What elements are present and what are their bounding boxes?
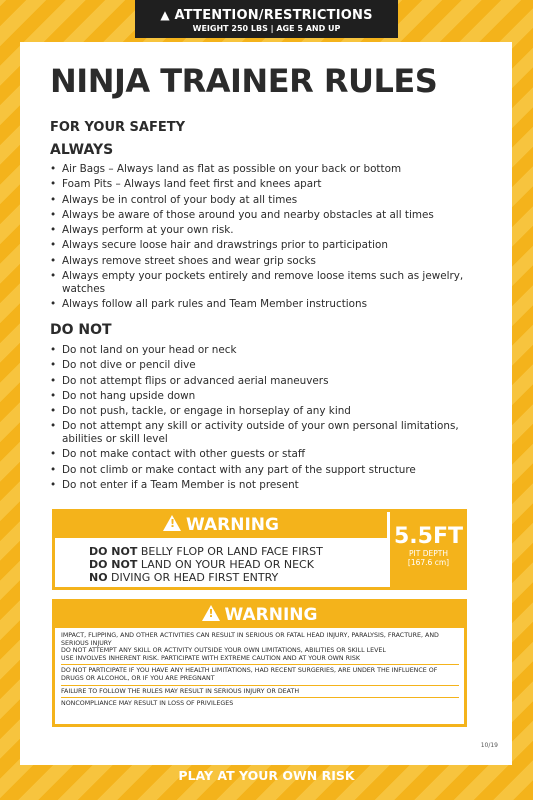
pit-depth-label: PIT DEPTH — [409, 549, 448, 558]
page-title: NINJA TRAINER RULES — [50, 62, 438, 100]
list-item: • Do not attempt flips or advanced aerial maneuvers — [50, 375, 490, 388]
list-item: • Always be aware of those around you and nearby obstacles at all times — [50, 209, 490, 222]
always-heading: ALWAYS — [50, 142, 114, 158]
list-item: • Do not dive or pencil dive — [50, 359, 490, 372]
warning-text: DO NOT PARTICIPATE IF YOU HAVE ANY HEALTH LIMITATIONS, HAD RECENT SURGERIES, ARE UNDER THE INFLUENCE OF DRUGS OR ALCOHOL, OR IF YOU ARE PREGNANT — [61, 667, 438, 682]
warning-text: IMPACT, FLIPPING, AND OTHER ACTIVITIES CAN RESULT IN SERIOUS OR FATAL HEAD INJURY, PARALYSIS, FRACTURE, AND SERIOUS INJURY — [61, 632, 439, 647]
warning-text: USE INVOLVES INHERENT RISK. PARTICIPATE WITH EXTREME CAUTION AND AT YOUR OWN RISK — [61, 654, 360, 662]
warning-line: NO DIVING OR HEAD FIRST ENTRY — [89, 571, 279, 584]
pit-depth-badge — [390, 512, 467, 587]
list-item: • Always follow all park rules and Team Member instructions — [50, 298, 490, 311]
list-item: • Always empty your pockets entirely and remove loose items such as jewelry, watches — [50, 270, 490, 295]
rules-panel — [20, 42, 512, 765]
general-warning-box — [52, 599, 467, 727]
list-item: • Air Bags – Always land as flat as possible on your back or bottom — [50, 163, 490, 176]
warning-line: DO NOT BELLY FLOP OR LAND FACE FIRST — [89, 545, 323, 558]
list-item: • Always secure loose hair and drawstrings prior to participation — [50, 239, 490, 252]
divider — [61, 664, 459, 665]
list-item: • Always perform at your own risk. — [50, 224, 490, 237]
list-item: • Always remove street shoes and wear grip socks — [50, 255, 490, 268]
version-code: 10/19 — [480, 742, 498, 749]
list-item: • Do not land on your head or neck — [50, 344, 490, 357]
list-item: • Do not climb or make contact with any part of the support structure — [50, 464, 490, 477]
pit-depth-metric: [167.6 cm] — [407, 558, 450, 567]
safety-heading: FOR YOUR SAFETY — [50, 120, 186, 135]
list-item: • Do not enter if a Team Member is not present — [50, 479, 490, 492]
warning-text: FAILURE TO FOLLOW THE RULES MAY RESULT IN SERIOUS INJURY OR DEATH — [61, 687, 300, 695]
donot-list — [50, 344, 490, 494]
donot-heading: DO NOT — [50, 322, 112, 338]
warning-text: DO NOT ATTEMPT ANY SKILL OR ACTIVITY OUTSIDE YOUR OWN LIMITATIONS, ABILITIES OR SKILL LEVEL — [61, 647, 386, 655]
divider — [61, 697, 459, 698]
warning-icon: ▲ — [160, 8, 170, 22]
pit-depth-value: 5.5FT — [393, 524, 463, 549]
list-item: • Do not hang upside down — [50, 390, 490, 403]
always-list — [50, 163, 490, 313]
warning-heading: !WARNING — [55, 512, 387, 538]
restrictions-title: ▲ ATTENTION/RESTRICTIONS — [160, 8, 373, 23]
divider — [61, 685, 459, 686]
pit-warning-lines — [89, 545, 323, 584]
warning-heading: !WARNING — [55, 602, 464, 628]
list-item: • Foam Pits – Always land feet first and knees apart — [50, 178, 490, 191]
restrictions-banner — [135, 0, 398, 38]
list-item: • Do not push, tackle, or engage in horseplay of any kind — [50, 405, 490, 418]
list-item: • Do not make contact with other guests or staff — [50, 448, 490, 461]
warning-line: DO NOT LAND ON YOUR HEAD OR NECK — [89, 558, 314, 571]
restrictions-subtitle: WEIGHT 250 LBS | AGE 5 AND UP — [192, 24, 341, 33]
warning-text: NONCOMPLIANCE MAY RESULT IN LOSS OF PRIVILEGES — [61, 700, 234, 708]
warning-icon — [163, 515, 181, 531]
footer-text: PLAY AT YOUR OWN RISK — [178, 768, 355, 783]
list-item: • Do not attempt any skill or activity outside of your own personal limitations, abilities or skill level — [50, 420, 490, 445]
warning-body — [61, 632, 459, 708]
warning-icon — [202, 605, 220, 621]
pit-warning-box — [52, 509, 467, 590]
list-item: • Always be in control of your body at all times — [50, 194, 490, 207]
